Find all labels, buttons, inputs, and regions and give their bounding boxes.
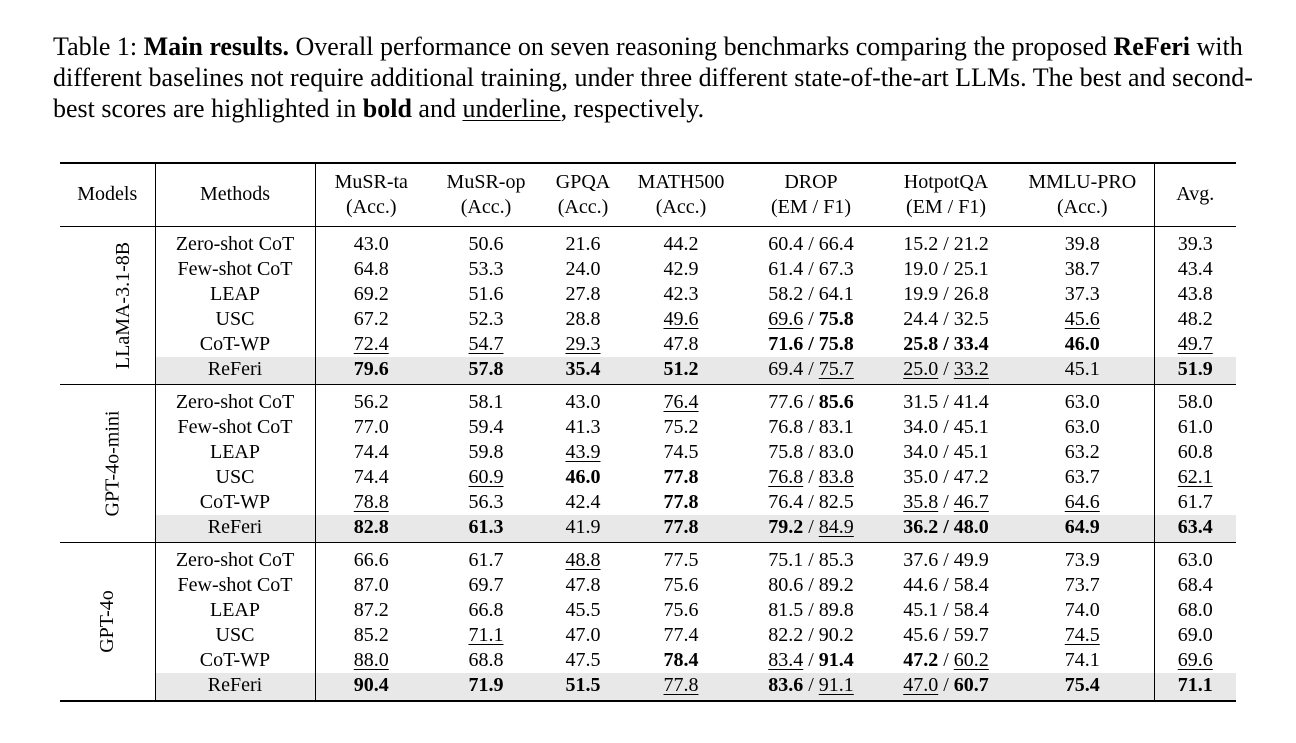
value-cell: 25.8 / 33.4 xyxy=(903,332,989,355)
header-col-hotpotqa: HotpotQA (EM / F1) xyxy=(903,170,989,218)
value-cell: 72.4 xyxy=(315,332,427,357)
value-cell: 61.4 / 67.3 xyxy=(768,257,854,280)
value-cell: 76.8 / 83.8 xyxy=(768,465,854,488)
value-cell: 77.4 xyxy=(663,623,699,646)
value-cell: 69.6 / 75.8 xyxy=(768,307,854,330)
value-cell: 75.4 xyxy=(1011,673,1154,701)
value-cell: 43.0 xyxy=(315,226,427,257)
value-cell: 35.8 / 46.7 xyxy=(903,490,989,513)
avg-cell: 63.4 xyxy=(1154,515,1236,543)
model-name xyxy=(60,542,155,701)
value-cell: 45.6 xyxy=(1064,307,1100,330)
value-cell: 19.9 / 26.8 xyxy=(903,282,989,305)
method-cell: CoT-WP xyxy=(199,490,271,513)
value-cell: 78.4 xyxy=(663,648,699,671)
value-cell: 15.2 / 21.2 xyxy=(903,232,989,255)
method-cell: LEAP xyxy=(210,282,260,305)
value-cell: 67.2 xyxy=(315,307,427,332)
table-caption xyxy=(53,31,1253,124)
caption-bold-word: bold xyxy=(362,94,412,123)
value-cell: 42.4 xyxy=(565,490,601,513)
value-cell: 79.2 / 84.9 xyxy=(741,515,881,543)
header-row xyxy=(60,163,1236,226)
table-row xyxy=(60,515,1236,543)
model-name xyxy=(60,384,155,542)
avg-cell: 61.7 xyxy=(1154,490,1236,515)
avg-cell: 63.0 xyxy=(1154,542,1236,573)
value-cell: 52.3 xyxy=(468,307,504,330)
value-cell: 45.1 xyxy=(1011,357,1154,385)
value-cell: 46.0 xyxy=(565,465,601,488)
header-methods: Methods xyxy=(200,183,270,206)
value-cell: 27.8 xyxy=(565,282,601,305)
value-cell: 80.6 / 89.2 xyxy=(768,573,854,596)
value-cell: 81.5 / 89.8 xyxy=(768,598,854,621)
avg-cell: 51.9 xyxy=(1154,357,1236,385)
method-cell: CoT-WP xyxy=(199,648,271,671)
method-cell: ReFeri xyxy=(155,357,315,385)
value-cell: 73.9 xyxy=(1064,548,1100,571)
table-row xyxy=(60,415,1236,440)
caption-text-3: and xyxy=(411,94,463,123)
model-label: GPT-4o xyxy=(95,589,118,653)
value-cell: 77.5 xyxy=(663,548,699,571)
value-cell: 50.6 xyxy=(468,232,504,255)
table-row xyxy=(60,440,1236,465)
value-cell: 77.8 xyxy=(621,515,741,543)
table-row xyxy=(60,282,1236,307)
value-cell: 61.3 xyxy=(427,515,545,543)
avg-cell: 60.8 xyxy=(1154,440,1236,465)
method-cell: Few-shot CoT xyxy=(177,573,293,596)
table-row xyxy=(60,257,1236,282)
value-cell: 83.4 / 91.4 xyxy=(768,648,854,671)
table-row xyxy=(60,465,1236,490)
value-cell: 71.6 / 75.8 xyxy=(768,332,854,355)
value-cell: 77.8 xyxy=(663,465,699,488)
method-cell: ReFeri xyxy=(155,515,315,543)
value-cell: 31.5 / 41.4 xyxy=(903,390,989,413)
value-cell: 64.6 xyxy=(1064,490,1100,513)
value-cell: 77.8 xyxy=(663,490,699,513)
value-cell: 41.9 xyxy=(545,515,621,543)
value-cell: 64.8 xyxy=(315,257,427,282)
value-cell: 45.6 / 59.7 xyxy=(903,623,989,646)
value-cell: 71.9 xyxy=(427,673,545,701)
value-cell: 88.0 xyxy=(315,648,427,673)
caption-text-2: with different baselines not require additional training, under three different state-of-the-art LLMs. The best and second-best scores are highlighted in xyxy=(53,32,1253,123)
value-cell: 43.0 xyxy=(565,390,601,413)
results-table xyxy=(60,162,1236,702)
value-cell: 60.9 xyxy=(468,465,504,488)
caption-method-name: ReFeri xyxy=(1113,32,1191,61)
value-cell: 64.9 xyxy=(1011,515,1154,543)
value-cell: 34.0 / 45.1 xyxy=(903,415,989,438)
caption-bold-title: Main results. xyxy=(143,32,290,61)
avg-cell: 61.0 xyxy=(1154,415,1236,440)
avg-cell: 68.4 xyxy=(1154,573,1236,598)
table-row xyxy=(60,623,1236,648)
value-cell: 19.0 / 25.1 xyxy=(903,257,989,280)
value-cell: 63.2 xyxy=(1064,440,1100,463)
value-cell: 45.1 / 58.4 xyxy=(903,598,989,621)
value-cell: 74.0 xyxy=(1064,598,1100,621)
value-cell: 76.4 xyxy=(663,390,699,413)
value-cell: 69.2 xyxy=(315,282,427,307)
value-cell: 58.2 / 64.1 xyxy=(768,282,854,305)
value-cell: 75.6 xyxy=(663,573,699,596)
header-col-musr-ta: MuSR-ta (Acc.) xyxy=(315,163,427,226)
method-cell: USC xyxy=(215,623,255,646)
value-cell: 53.3 xyxy=(468,257,504,280)
value-cell: 21.6 xyxy=(565,232,601,255)
value-cell: 41.3 xyxy=(565,415,601,438)
value-cell: 83.6 / 91.1 xyxy=(741,673,881,701)
value-cell: 82.8 xyxy=(315,515,427,543)
table-row xyxy=(60,332,1236,357)
value-cell: 34.0 / 45.1 xyxy=(903,440,989,463)
header-avg: Avg. xyxy=(1154,163,1236,226)
method-cell: Zero-shot CoT xyxy=(175,232,295,255)
avg-cell: 43.8 xyxy=(1154,282,1236,307)
value-cell: 87.2 xyxy=(315,598,427,623)
table-row xyxy=(60,307,1236,332)
avg-cell: 69.0 xyxy=(1154,623,1236,648)
header-models: Models xyxy=(60,163,155,226)
value-cell: 74.4 xyxy=(315,440,427,465)
caption-label: Table 1: xyxy=(53,32,138,61)
value-cell: 77.8 xyxy=(621,673,741,701)
header-col-gpqa: GPQA (Acc.) xyxy=(555,170,611,218)
table-row xyxy=(60,598,1236,623)
value-cell: 66.6 xyxy=(315,542,427,573)
header-col-mmlu-pro: MMLU-PRO (Acc.) xyxy=(1028,170,1137,218)
method-cell: LEAP xyxy=(210,440,260,463)
value-cell: 74.4 xyxy=(315,465,427,490)
value-cell: 87.0 xyxy=(315,573,427,598)
value-cell: 28.8 xyxy=(565,307,601,330)
method-cell: ReFeri xyxy=(155,673,315,701)
value-cell: 79.6 xyxy=(315,357,427,385)
table-row xyxy=(60,357,1236,385)
model-group xyxy=(60,542,1236,701)
method-cell: Zero-shot CoT xyxy=(175,390,295,413)
value-cell: 77.0 xyxy=(315,415,427,440)
value-cell: 48.8 xyxy=(565,548,601,571)
value-cell: 39.8 xyxy=(1064,232,1100,255)
value-cell: 59.8 xyxy=(468,440,504,463)
value-cell: 57.8 xyxy=(427,357,545,385)
value-cell: 56.3 xyxy=(468,490,504,513)
avg-cell: 48.2 xyxy=(1154,307,1236,332)
value-cell: 56.2 xyxy=(315,384,427,415)
value-cell: 54.7 xyxy=(468,332,504,355)
value-cell: 75.8 / 83.0 xyxy=(768,440,854,463)
value-cell: 78.8 xyxy=(315,490,427,515)
method-cell: USC xyxy=(215,307,255,330)
avg-cell: 68.0 xyxy=(1154,598,1236,623)
method-cell: Zero-shot CoT xyxy=(175,548,295,571)
table-row xyxy=(60,573,1236,598)
table-row xyxy=(60,226,1236,257)
method-cell: Few-shot CoT xyxy=(177,257,293,280)
model-name xyxy=(60,226,155,384)
method-cell: LEAP xyxy=(210,598,260,621)
table-row xyxy=(60,648,1236,673)
value-cell: 35.4 xyxy=(545,357,621,385)
value-cell: 35.0 / 47.2 xyxy=(903,465,989,488)
value-cell: 51.2 xyxy=(621,357,741,385)
value-cell: 51.6 xyxy=(468,282,504,305)
value-cell: 38.7 xyxy=(1064,257,1100,280)
avg-cell: 39.3 xyxy=(1154,226,1236,257)
avg-cell: 43.4 xyxy=(1154,257,1236,282)
value-cell: 77.6 / 85.6 xyxy=(768,390,854,413)
value-cell: 42.3 xyxy=(663,282,699,305)
value-cell: 46.0 xyxy=(1064,332,1100,355)
value-cell: 47.8 xyxy=(565,573,601,596)
value-cell: 42.9 xyxy=(663,257,699,280)
value-cell: 75.6 xyxy=(663,598,699,621)
value-cell: 59.4 xyxy=(468,415,504,438)
value-cell: 24.4 / 32.5 xyxy=(903,307,989,330)
value-cell: 63.7 xyxy=(1064,465,1100,488)
value-cell: 29.3 xyxy=(565,332,601,355)
method-cell: Few-shot CoT xyxy=(177,415,293,438)
value-cell: 47.0 xyxy=(565,623,601,646)
value-cell: 74.1 xyxy=(1064,648,1100,671)
table-row xyxy=(60,542,1236,573)
value-cell: 49.6 xyxy=(663,307,699,330)
value-cell: 73.7 xyxy=(1064,573,1100,596)
model-group xyxy=(60,226,1236,384)
value-cell: 61.7 xyxy=(468,548,504,571)
value-cell: 47.5 xyxy=(565,648,601,671)
value-cell: 74.5 xyxy=(663,440,699,463)
value-cell: 75.1 / 85.3 xyxy=(768,548,854,571)
value-cell: 44.2 xyxy=(663,232,699,255)
value-cell: 45.5 xyxy=(565,598,601,621)
method-cell: USC xyxy=(215,465,255,488)
value-cell: 74.5 xyxy=(1064,623,1100,646)
value-cell: 66.8 xyxy=(468,598,504,621)
table-row xyxy=(60,490,1236,515)
value-cell: 82.2 / 90.2 xyxy=(768,623,854,646)
method-cell: CoT-WP xyxy=(199,332,271,355)
value-cell: 47.2 / 60.2 xyxy=(903,648,989,671)
model-label: LLaMA-3.1-8B xyxy=(112,241,135,369)
caption-text-4: , respectively. xyxy=(560,94,705,123)
value-cell: 25.0 / 33.2 xyxy=(881,357,1011,385)
avg-cell: 62.1 xyxy=(1154,465,1236,490)
value-cell: 76.8 / 83.1 xyxy=(768,415,854,438)
value-cell: 76.4 / 82.5 xyxy=(768,490,854,513)
value-cell: 90.4 xyxy=(315,673,427,701)
caption-underline-word: underline xyxy=(462,94,561,123)
avg-cell: 58.0 xyxy=(1154,384,1236,415)
value-cell: 44.6 / 58.4 xyxy=(903,573,989,596)
value-cell: 37.3 xyxy=(1064,282,1100,305)
value-cell: 47.8 xyxy=(663,332,699,355)
header-col-math500: MATH500 (Acc.) xyxy=(637,170,725,218)
value-cell: 69.7 xyxy=(468,573,504,596)
value-cell: 47.0 / 60.7 xyxy=(881,673,1011,701)
value-cell: 60.4 / 66.4 xyxy=(768,232,854,255)
table-row xyxy=(60,673,1236,701)
model-group xyxy=(60,384,1236,542)
model-label: GPT-4o-mini xyxy=(101,410,124,516)
avg-cell: 71.1 xyxy=(1154,673,1236,701)
value-cell: 63.0 xyxy=(1064,415,1100,438)
header-col-musr-op: MuSR-op (Acc.) xyxy=(446,170,526,218)
value-cell: 69.4 / 75.7 xyxy=(741,357,881,385)
value-cell: 75.2 xyxy=(663,415,699,438)
value-cell: 85.2 xyxy=(315,623,427,648)
avg-cell: 69.6 xyxy=(1154,648,1236,673)
value-cell: 68.8 xyxy=(468,648,504,671)
value-cell: 71.1 xyxy=(468,623,504,646)
header-col-drop: DROP (EM / F1) xyxy=(771,170,851,218)
value-cell: 24.0 xyxy=(565,257,601,280)
avg-cell: 49.7 xyxy=(1154,332,1236,357)
value-cell: 51.5 xyxy=(545,673,621,701)
value-cell: 43.9 xyxy=(565,440,601,463)
value-cell: 36.2 / 48.0 xyxy=(881,515,1011,543)
value-cell: 37.6 / 49.9 xyxy=(903,548,989,571)
caption-text-1: Overall performance on seven reasoning benchmarks comparing the proposed xyxy=(289,32,1114,61)
value-cell: 63.0 xyxy=(1064,390,1100,413)
value-cell: 58.1 xyxy=(468,390,504,413)
table-row xyxy=(60,384,1236,415)
